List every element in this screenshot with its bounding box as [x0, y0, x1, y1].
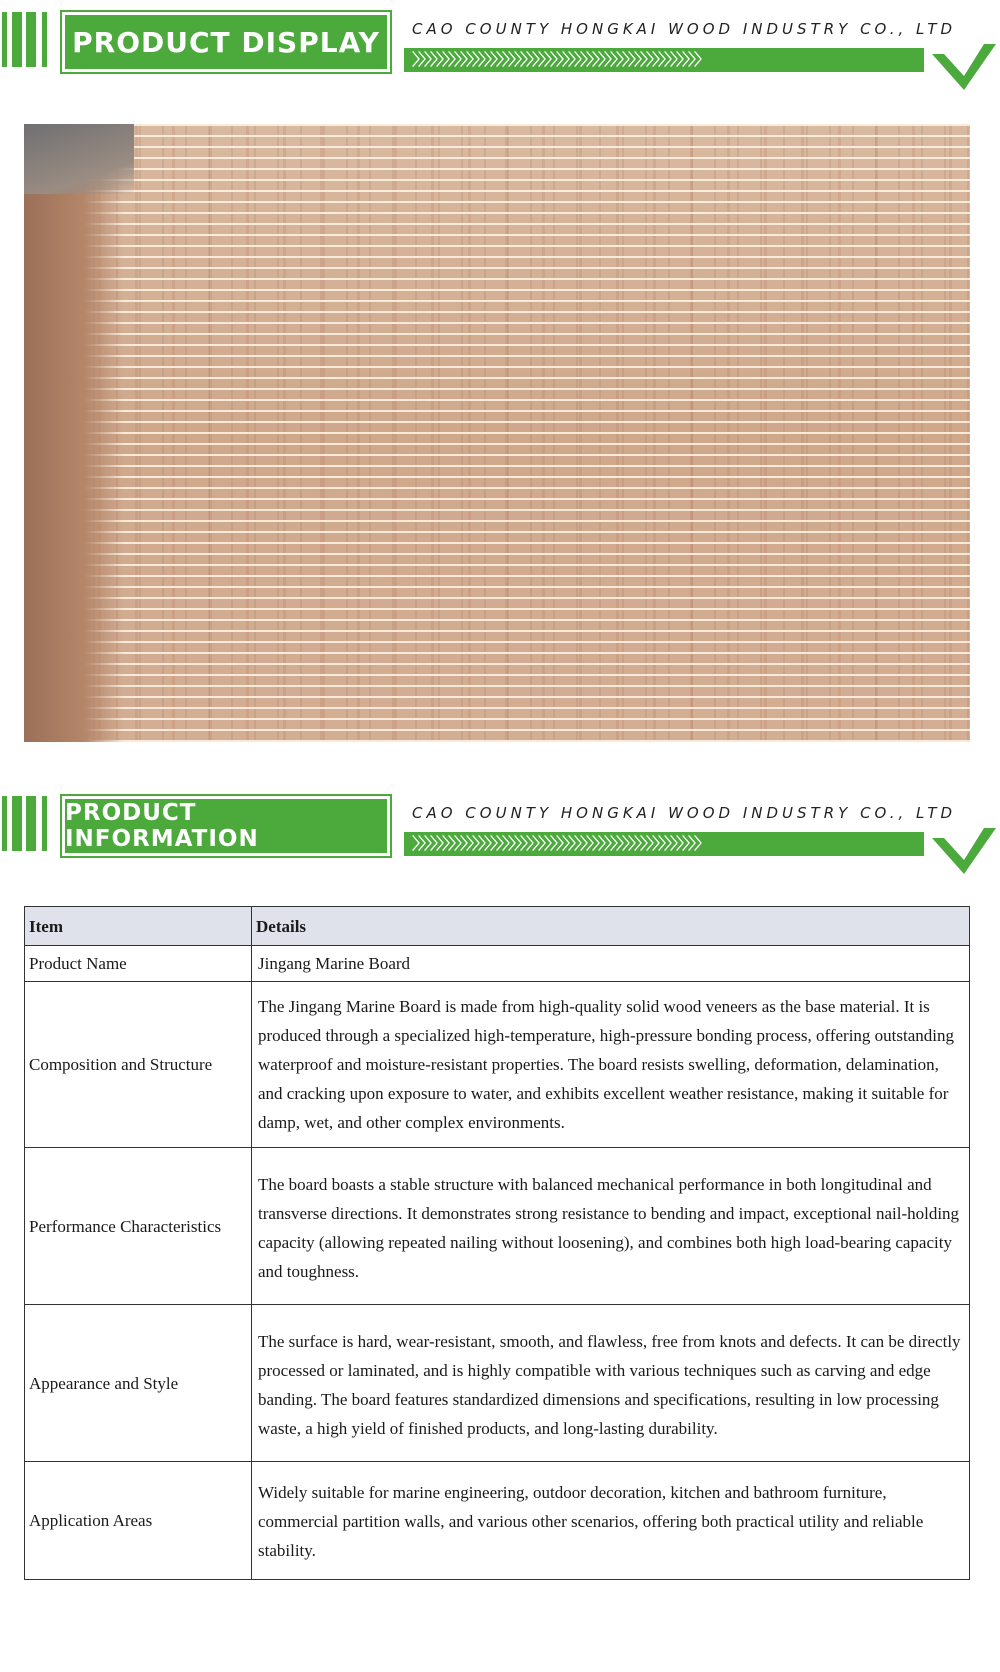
product-photo — [24, 124, 970, 742]
table-row — [25, 946, 970, 982]
product-info-table — [24, 906, 970, 1580]
row-item-label: Application Areas — [25, 1462, 252, 1580]
row-details: The Jingang Marine Board is made from high-quality solid wood veneers as the base material. It is produced through a specialized high-temperature, high-pressure bonding process, offering outstanding waterproof and moisture-resistant properties. The board resists swelling, deformation, delamination, and cracking upon exposure to water, and exhibits excellent weather resistance, making it suitable for damp, wet, and other complex environments. — [252, 982, 970, 1148]
decorative-bar — [26, 796, 36, 851]
row-details: The board boasts a stable structure with balanced mechanical performance in both longitudinal and transverse directions. It demonstrates strong resistance to bending and impact, exceptional nail-holding capacity (allowing repeated nailing without loosening), and combines both high load-bearing capacity and toughness. — [252, 1148, 970, 1305]
row-item-label: Product Name — [25, 946, 252, 982]
arrow-strip: 〉〉〉〉〉〉〉〉〉〉〉〉〉〉〉〉〉〉〉〉〉〉〉〉〉〉〉〉〉〉〉〉〉〉〉〉〉〉〉〉〉〉〉〉〉〉〉〉 — [404, 832, 924, 856]
decorative-bar — [42, 796, 47, 851]
row-item-label: Appearance and Style — [25, 1305, 252, 1462]
row-details: The surface is hard, wear-resistant, smooth, and flawless, free from knots and defects. It can be directly processed or laminated, and is highly compatible with various techniques such as carving and edge banding. The board features standardized dimensions and specifications, resulting in low processing waste, a high yield of finished products, and long-lasting durability. — [252, 1305, 970, 1462]
decorative-bar — [42, 12, 47, 67]
company-name: CAO COUNTY HONGKAI WOOD INDUSTRY CO., LTD — [412, 20, 957, 38]
product-display-banner — [0, 6, 1000, 106]
header-item: Item — [25, 907, 252, 946]
row-item-label: Performance Characteristics — [25, 1148, 252, 1305]
section-title: PRODUCT INFORMATION — [62, 796, 390, 856]
decorative-bar — [12, 12, 22, 67]
row-item-label: Composition and Structure — [25, 982, 252, 1148]
product-information-banner — [0, 790, 1000, 890]
board-side-shadow — [24, 124, 124, 742]
checkmark-icon — [932, 36, 996, 90]
table-row — [25, 982, 970, 1148]
warehouse-roof — [24, 124, 134, 194]
row-details: Jingang Marine Board — [252, 946, 970, 982]
decorative-bar — [2, 12, 7, 67]
checkmark-icon — [932, 820, 996, 874]
table-header-row — [25, 907, 970, 946]
row-details: Widely suitable for marine engineering, outdoor decoration, kitchen and bathroom furniture, commercial partition walls, and various other scenarios, offering both practical utility and reliable stability. — [252, 1462, 970, 1580]
decorative-bar — [26, 12, 36, 67]
table-row — [25, 1462, 970, 1580]
board-stack-image — [24, 124, 970, 742]
decorative-bar — [2, 796, 7, 851]
decorative-bar — [12, 796, 22, 851]
table-row — [25, 1148, 970, 1305]
table-row — [25, 1305, 970, 1462]
header-details: Details — [252, 907, 970, 946]
section-title: PRODUCT DISPLAY — [62, 12, 390, 72]
arrow-strip: 〉〉〉〉〉〉〉〉〉〉〉〉〉〉〉〉〉〉〉〉〉〉〉〉〉〉〉〉〉〉〉〉〉〉〉〉〉〉〉〉〉〉〉〉〉〉〉〉 — [404, 48, 924, 72]
company-name: CAO COUNTY HONGKAI WOOD INDUSTRY CO., LTD — [412, 804, 957, 822]
